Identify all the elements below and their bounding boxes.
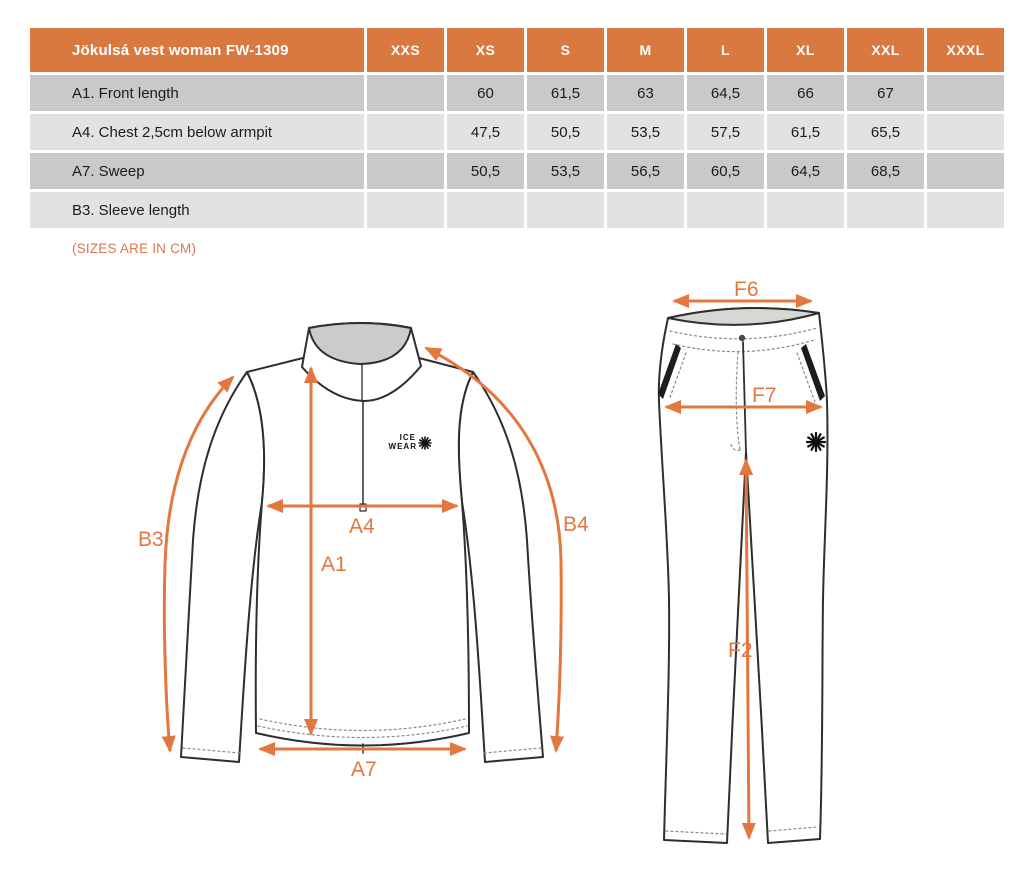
measurement-row-label: A4. Chest 2,5cm below armpit [30, 114, 364, 150]
measurement-value-cell: 47,5 [447, 114, 524, 150]
shirt-body [247, 358, 473, 746]
measurement-value-cell [367, 75, 444, 111]
b3-label: B3 [138, 528, 164, 551]
b4-label: B4 [563, 513, 589, 536]
size-header-xxl: XXL [847, 28, 924, 72]
shirt-measurement-diagram [125, 278, 635, 808]
pants-measurement-diagram [620, 278, 1034, 878]
measurement-value-cell [847, 192, 924, 228]
size-header-xxxl: XXXL [927, 28, 1004, 72]
measurement-value-cell: 50,5 [447, 153, 524, 189]
size-header-l: L [687, 28, 764, 72]
pants-drawing [658, 308, 827, 843]
pants-body [659, 308, 828, 843]
measurement-value-cell: 63 [607, 75, 684, 111]
measurement-value-cell [367, 192, 444, 228]
measurement-value-cell: 68,5 [847, 153, 924, 189]
measurement-value-cell [927, 114, 1004, 150]
measurement-value-cell: 61,5 [767, 114, 844, 150]
a4-label: A4 [349, 515, 375, 538]
measurement-row-label: A1. Front length [30, 75, 364, 111]
measurement-value-cell [687, 192, 764, 228]
a7-label: A7 [351, 758, 377, 781]
logo-text-line1: ICE [399, 433, 416, 442]
measurement-value-cell [527, 192, 604, 228]
size-header-m: M [607, 28, 684, 72]
table-title: Jökulsá vest woman FW-1309 [30, 28, 364, 72]
f6-label: F6 [734, 278, 759, 301]
measurement-value-cell: 64,5 [687, 75, 764, 111]
size-header-xl: XL [767, 28, 844, 72]
measurement-row-label: A7. Sweep [30, 153, 364, 189]
logo-text-line2: WEAR [388, 442, 417, 451]
f2-label: F2 [728, 639, 753, 662]
measurement-value-cell: 50,5 [527, 114, 604, 150]
size-header-xxs: XXS [367, 28, 444, 72]
measurement-value-cell: 66 [767, 75, 844, 111]
measurement-value-cell: 60 [447, 75, 524, 111]
measurement-value-cell: 60,5 [687, 153, 764, 189]
measurement-value-cell [447, 192, 524, 228]
waist-button [739, 335, 745, 341]
f7-label: F7 [752, 384, 777, 407]
measurement-value-cell [927, 75, 1004, 111]
measurement-value-cell: 56,5 [607, 153, 684, 189]
measurement-value-cell: 53,5 [607, 114, 684, 150]
measurement-value-cell [367, 153, 444, 189]
size-header-xs: XS [447, 28, 524, 72]
measurement-value-cell [607, 192, 684, 228]
size-header-s: S [527, 28, 604, 72]
a1-label: A1 [321, 553, 347, 576]
measurement-value-cell: 64,5 [767, 153, 844, 189]
measurement-value-cell [927, 153, 1004, 189]
measurement-value-cell [767, 192, 844, 228]
measurement-value-cell [367, 114, 444, 150]
measurement-value-cell: 67 [847, 75, 924, 111]
size-table [30, 28, 1004, 228]
measurement-value-cell: 53,5 [527, 153, 604, 189]
measurement-value-cell: 65,5 [847, 114, 924, 150]
shirt-right-sleeve [459, 372, 543, 762]
measurement-value-cell [927, 192, 1004, 228]
measurement-value-cell: 61,5 [527, 75, 604, 111]
units-note: (SIZES ARE IN CM) [72, 241, 197, 256]
measurement-value-cell: 57,5 [687, 114, 764, 150]
measurement-row-label: B3. Sleeve length [30, 192, 364, 228]
